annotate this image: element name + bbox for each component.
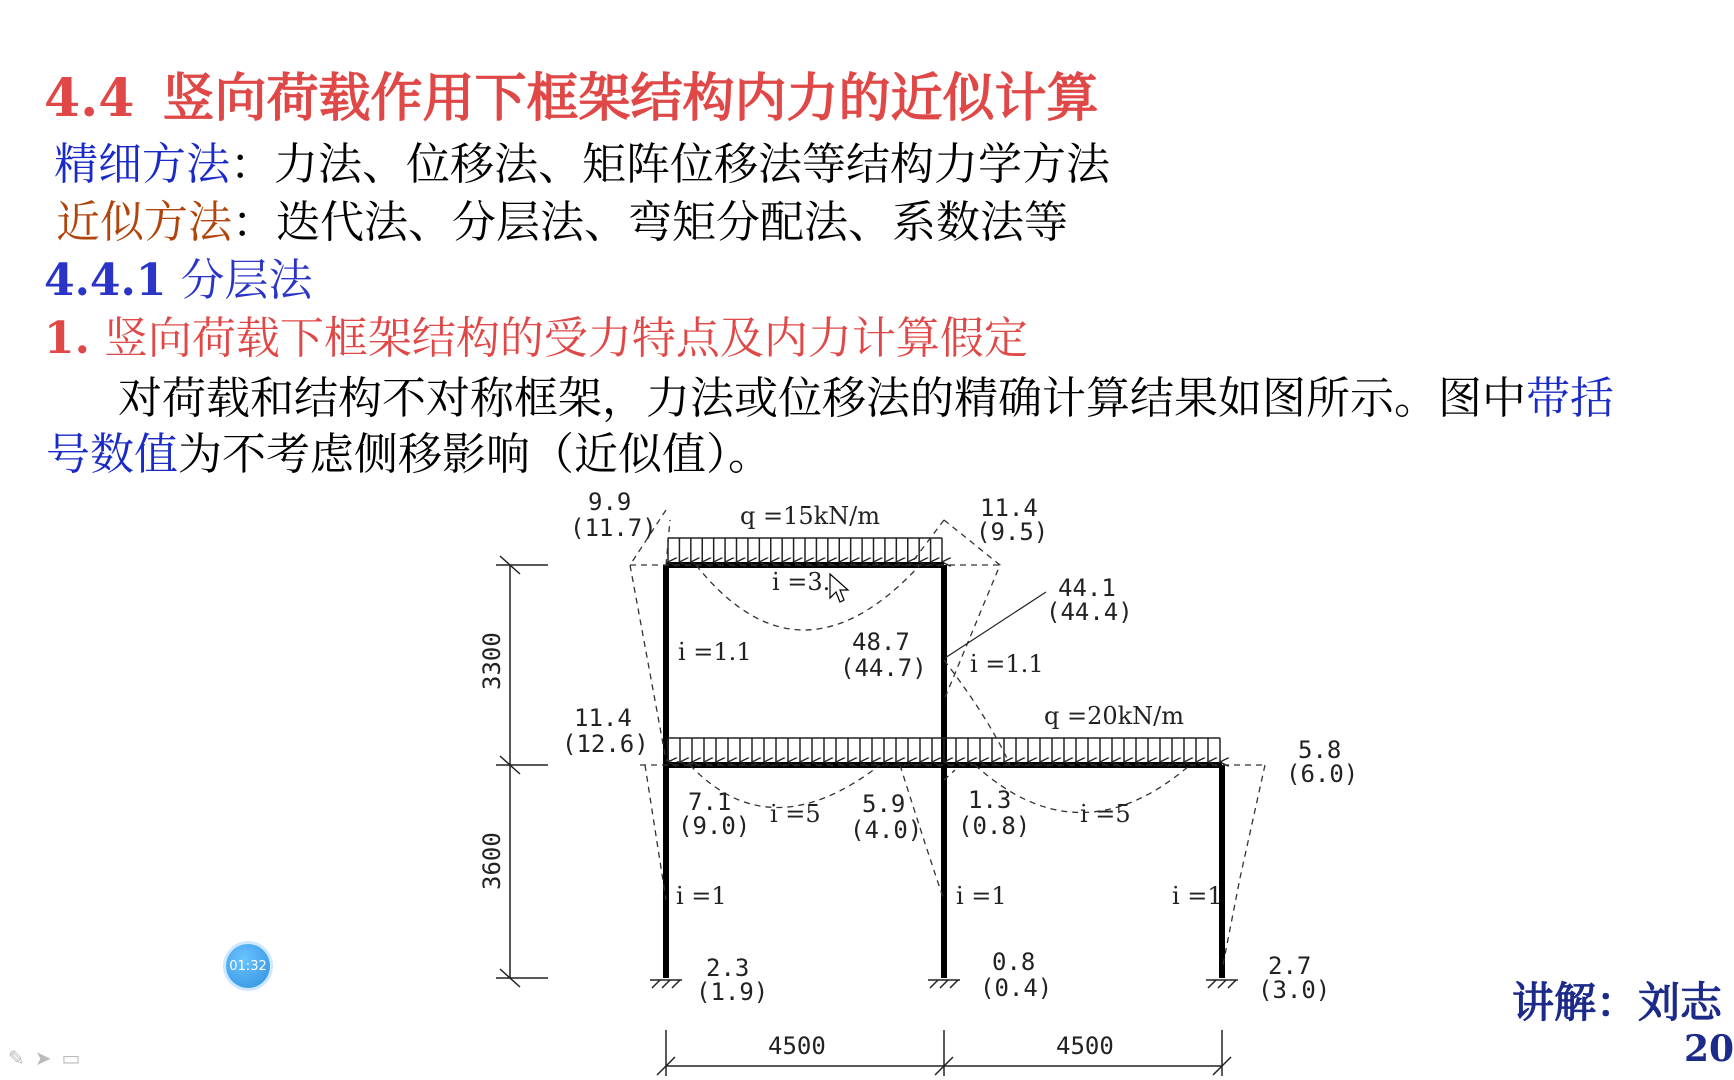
paragraph-part1-blue: 带括 bbox=[1526, 373, 1614, 424]
moment-value: 7.1 bbox=[688, 788, 732, 816]
approx-label: 近似方法 bbox=[56, 197, 232, 248]
moment-value: 48.7 bbox=[852, 628, 910, 656]
stiffness-bot-right-beam: i =5 bbox=[1080, 800, 1131, 828]
title-text: 竖向荷载作用下框架结构内力的近似计算 bbox=[162, 68, 1099, 129]
approx-colon: ： bbox=[232, 197, 276, 248]
moment-approx: (0.4) bbox=[980, 974, 1053, 1002]
frame-members bbox=[666, 565, 1222, 978]
dim-height-bottom: 3600 bbox=[478, 832, 506, 890]
stiffness-bot-left-beam: i =5 bbox=[770, 800, 821, 828]
moment-value: 5.9 bbox=[862, 790, 906, 818]
moment-approx: (9.5) bbox=[976, 518, 1049, 546]
moment-approx: (0.8) bbox=[958, 812, 1031, 840]
screen-icon[interactable]: ▭ bbox=[61, 1046, 81, 1070]
moment-value: 44.1 bbox=[1058, 574, 1116, 602]
precise-colon: ： bbox=[230, 139, 274, 190]
vertical-dimension bbox=[496, 556, 548, 987]
bottom-load-label: q =20kN/m bbox=[1044, 702, 1185, 730]
moment-value: 0.8 bbox=[992, 948, 1036, 976]
moment-approx: (44.4) bbox=[1046, 598, 1133, 626]
moment-value: 11.4 bbox=[980, 494, 1038, 522]
stiffness-bot-col-1: i =1 bbox=[676, 882, 727, 910]
author-credit: 讲解：刘志 bbox=[1512, 978, 1723, 1027]
year-text: 20 bbox=[1684, 1028, 1734, 1070]
top-load-label: q =15kN/m bbox=[740, 502, 881, 530]
stiffness-top-left-col: i =1.1 bbox=[678, 638, 752, 666]
presentation-toolbar bbox=[8, 1046, 80, 1070]
section-text: 分层法 bbox=[180, 255, 313, 306]
precise-label: 精细方法 bbox=[54, 139, 230, 190]
paragraph-part2-blue: 号数值 bbox=[46, 429, 178, 480]
timer-badge[interactable]: 01:32 bbox=[226, 944, 270, 988]
horizontal-dimension bbox=[657, 1030, 1231, 1076]
dim-height-top: 3300 bbox=[478, 632, 506, 690]
precise-text: 力法、位移法、矩阵位移法等结构力学方法 bbox=[274, 139, 1110, 190]
stiffness-bot-col-3: i =1 bbox=[1172, 882, 1223, 910]
stiffness-bot-col-2: i =1 bbox=[956, 882, 1007, 910]
top-load-arrows bbox=[668, 538, 942, 562]
title-number: 4.4 bbox=[44, 68, 135, 129]
section-number: 4.4.1 bbox=[44, 255, 167, 306]
pointer-icon[interactable]: ➤ bbox=[34, 1046, 52, 1070]
leader-line bbox=[945, 592, 1046, 658]
moment-approx: (4.0) bbox=[850, 816, 923, 844]
moment-approx: (9.0) bbox=[678, 812, 751, 840]
moment-approx: (11.7) bbox=[570, 514, 657, 542]
stiffness-top-right-col: i =1.1 bbox=[970, 650, 1044, 678]
moment-value: 5.8 bbox=[1298, 736, 1342, 764]
cursor-icon bbox=[830, 574, 848, 602]
bottom-load-arrows bbox=[668, 738, 1220, 762]
subsection-text: 竖向荷载下框架结构的受力特点及内力计算假定 bbox=[103, 313, 1028, 364]
moment-value: 2.3 bbox=[706, 954, 750, 982]
dim-width-left: 4500 bbox=[768, 1032, 826, 1060]
dim-width-right: 4500 bbox=[1056, 1032, 1114, 1060]
moment-value: 9.9 bbox=[588, 488, 632, 516]
pen-icon[interactable]: ✎ bbox=[8, 1046, 25, 1070]
subsection-number: 1. bbox=[44, 313, 90, 364]
moment-approx: (12.6) bbox=[562, 730, 649, 758]
moment-approx: (1.9) bbox=[696, 978, 769, 1006]
moment-approx: (44.7) bbox=[840, 654, 927, 682]
paragraph-part1: 对荷载和结构不对称框架，力法或位移法的精确计算结果如图所示。图中 bbox=[118, 373, 1526, 424]
approx-text: 迭代法、分层法、弯矩分配法、系数法等 bbox=[276, 197, 1068, 248]
moment-value: 1.3 bbox=[968, 786, 1012, 814]
stiffness-top-beam: i =3. bbox=[772, 568, 831, 596]
moment-approx: (3.0) bbox=[1258, 976, 1331, 1004]
moment-value: 2.7 bbox=[1268, 952, 1312, 980]
moment-approx: (6.0) bbox=[1286, 760, 1359, 788]
moment-value: 11.4 bbox=[574, 704, 632, 732]
paragraph-part2: 为不考虑侧移影响（近似值）。 bbox=[178, 429, 772, 480]
